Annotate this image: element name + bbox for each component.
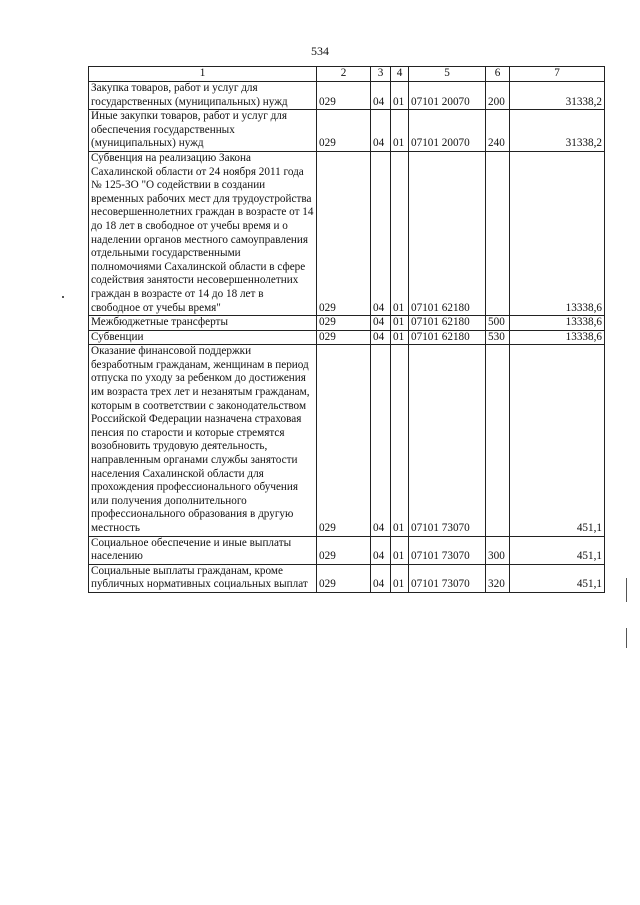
table-row [89, 110, 605, 152]
row-expense-type: 300 [486, 536, 510, 564]
header-col-3: 3 [371, 67, 391, 82]
table-row [89, 316, 605, 331]
row-name: Оказание финансовой поддержки безработным гражданам, женщинам в период отпуска по уходу за ребенком до достижения им возраста трех лет и незанятым гражданам, которым в соответствии с законодательством Российской Федерации назначена страховая пенсия по старости и которые стремятся возобновить трудовую деятельность, направленным органами службы занятости населения Сахалинской области для прохождения профессионального обучения или получения дополнительного профессионального образования в другую местность [89, 345, 317, 536]
row-section-code: 04 [371, 110, 391, 152]
row-expense-type: 530 [486, 330, 510, 345]
row-target-code: 07101 20070 [409, 110, 486, 152]
table-row [89, 330, 605, 345]
table-row [89, 536, 605, 564]
row-target-code: 07101 62180 [409, 330, 486, 345]
row-section-code: 04 [371, 345, 391, 536]
header-col-5: 5 [409, 67, 486, 82]
row-amount: 31338,2 [510, 82, 605, 110]
header-col-1: 1 [89, 67, 317, 82]
header-col-6: 6 [486, 67, 510, 82]
row-ministry-code: 029 [317, 151, 371, 315]
row-amount: 13338,6 [510, 151, 605, 315]
row-amount: 451,1 [510, 564, 605, 592]
row-ministry-code: 029 [317, 330, 371, 345]
row-subsection-code: 01 [391, 82, 409, 110]
row-section-code: 04 [371, 82, 391, 110]
row-expense-type: 500 [486, 316, 510, 331]
header-col-7: 7 [510, 67, 605, 82]
row-target-code: 07101 20070 [409, 82, 486, 110]
header-col-4: 4 [391, 67, 409, 82]
row-expense-type: 200 [486, 82, 510, 110]
row-amount: 31338,2 [510, 110, 605, 152]
row-ministry-code: 029 [317, 110, 371, 152]
row-amount: 451,1 [510, 345, 605, 536]
table-row [89, 82, 605, 110]
budget-table [88, 66, 605, 593]
row-target-code: 07101 62180 [409, 151, 486, 315]
row-subsection-code: 01 [391, 110, 409, 152]
row-subsection-code: 01 [391, 330, 409, 345]
row-name: Социальные выплаты гражданам, кроме публичных нормативных социальных выплат [89, 564, 317, 592]
row-expense-type: 320 [486, 564, 510, 592]
row-ministry-code: 029 [317, 564, 371, 592]
row-ministry-code: 029 [317, 536, 371, 564]
scan-mark [626, 628, 627, 648]
row-target-code: 07101 62180 [409, 316, 486, 331]
row-name: Субвенция на реализацию Закона Сахалинской области от 24 ноября 2011 года № 125-ЗО "О содействии в создании временных рабочих мест для трудоустройства несовершеннолетних граждан в возрасте от 14 до 18 лет в свободное от учебы время и о наделении органов местного самоуправления отдельными государственными полномочиями Сахалинской области в сфере содействия занятости несовершеннолетних граждан в возрасте от 14 до 18 лет в свободное от учебы время" [89, 151, 317, 315]
scan-mark [626, 578, 627, 602]
page-number: 534 [311, 44, 329, 58]
row-name: Субвенции [89, 330, 317, 345]
scan-mark [62, 296, 64, 298]
row-target-code: 07101 73070 [409, 345, 486, 536]
row-amount: 13338,6 [510, 316, 605, 331]
row-section-code: 04 [371, 536, 391, 564]
table-row [89, 151, 605, 315]
row-name: Социальное обеспечение и иные выплаты населению [89, 536, 317, 564]
row-name: Иные закупки товаров, работ и услуг для обеспечения государственных (муниципальных) нужд [89, 110, 317, 152]
row-amount: 13338,6 [510, 330, 605, 345]
row-subsection-code: 01 [391, 536, 409, 564]
row-name: Закупка товаров, работ и услуг для государственных (муниципальных) нужд [89, 82, 317, 110]
row-expense-type [486, 345, 510, 536]
table-row [89, 345, 605, 536]
row-expense-type [486, 151, 510, 315]
header-col-2: 2 [317, 67, 371, 82]
row-target-code: 07101 73070 [409, 536, 486, 564]
table-header-row [89, 67, 605, 82]
row-section-code: 04 [371, 564, 391, 592]
table-row [89, 564, 605, 592]
row-subsection-code: 01 [391, 316, 409, 331]
row-expense-type: 240 [486, 110, 510, 152]
row-ministry-code: 029 [317, 316, 371, 331]
row-name: Межбюджетные трансферты [89, 316, 317, 331]
row-ministry-code: 029 [317, 82, 371, 110]
row-section-code: 04 [371, 151, 391, 315]
row-target-code: 07101 73070 [409, 564, 486, 592]
row-subsection-code: 01 [391, 151, 409, 315]
row-section-code: 04 [371, 330, 391, 345]
row-amount: 451,1 [510, 536, 605, 564]
row-section-code: 04 [371, 316, 391, 331]
row-ministry-code: 029 [317, 345, 371, 536]
row-subsection-code: 01 [391, 564, 409, 592]
row-subsection-code: 01 [391, 345, 409, 536]
